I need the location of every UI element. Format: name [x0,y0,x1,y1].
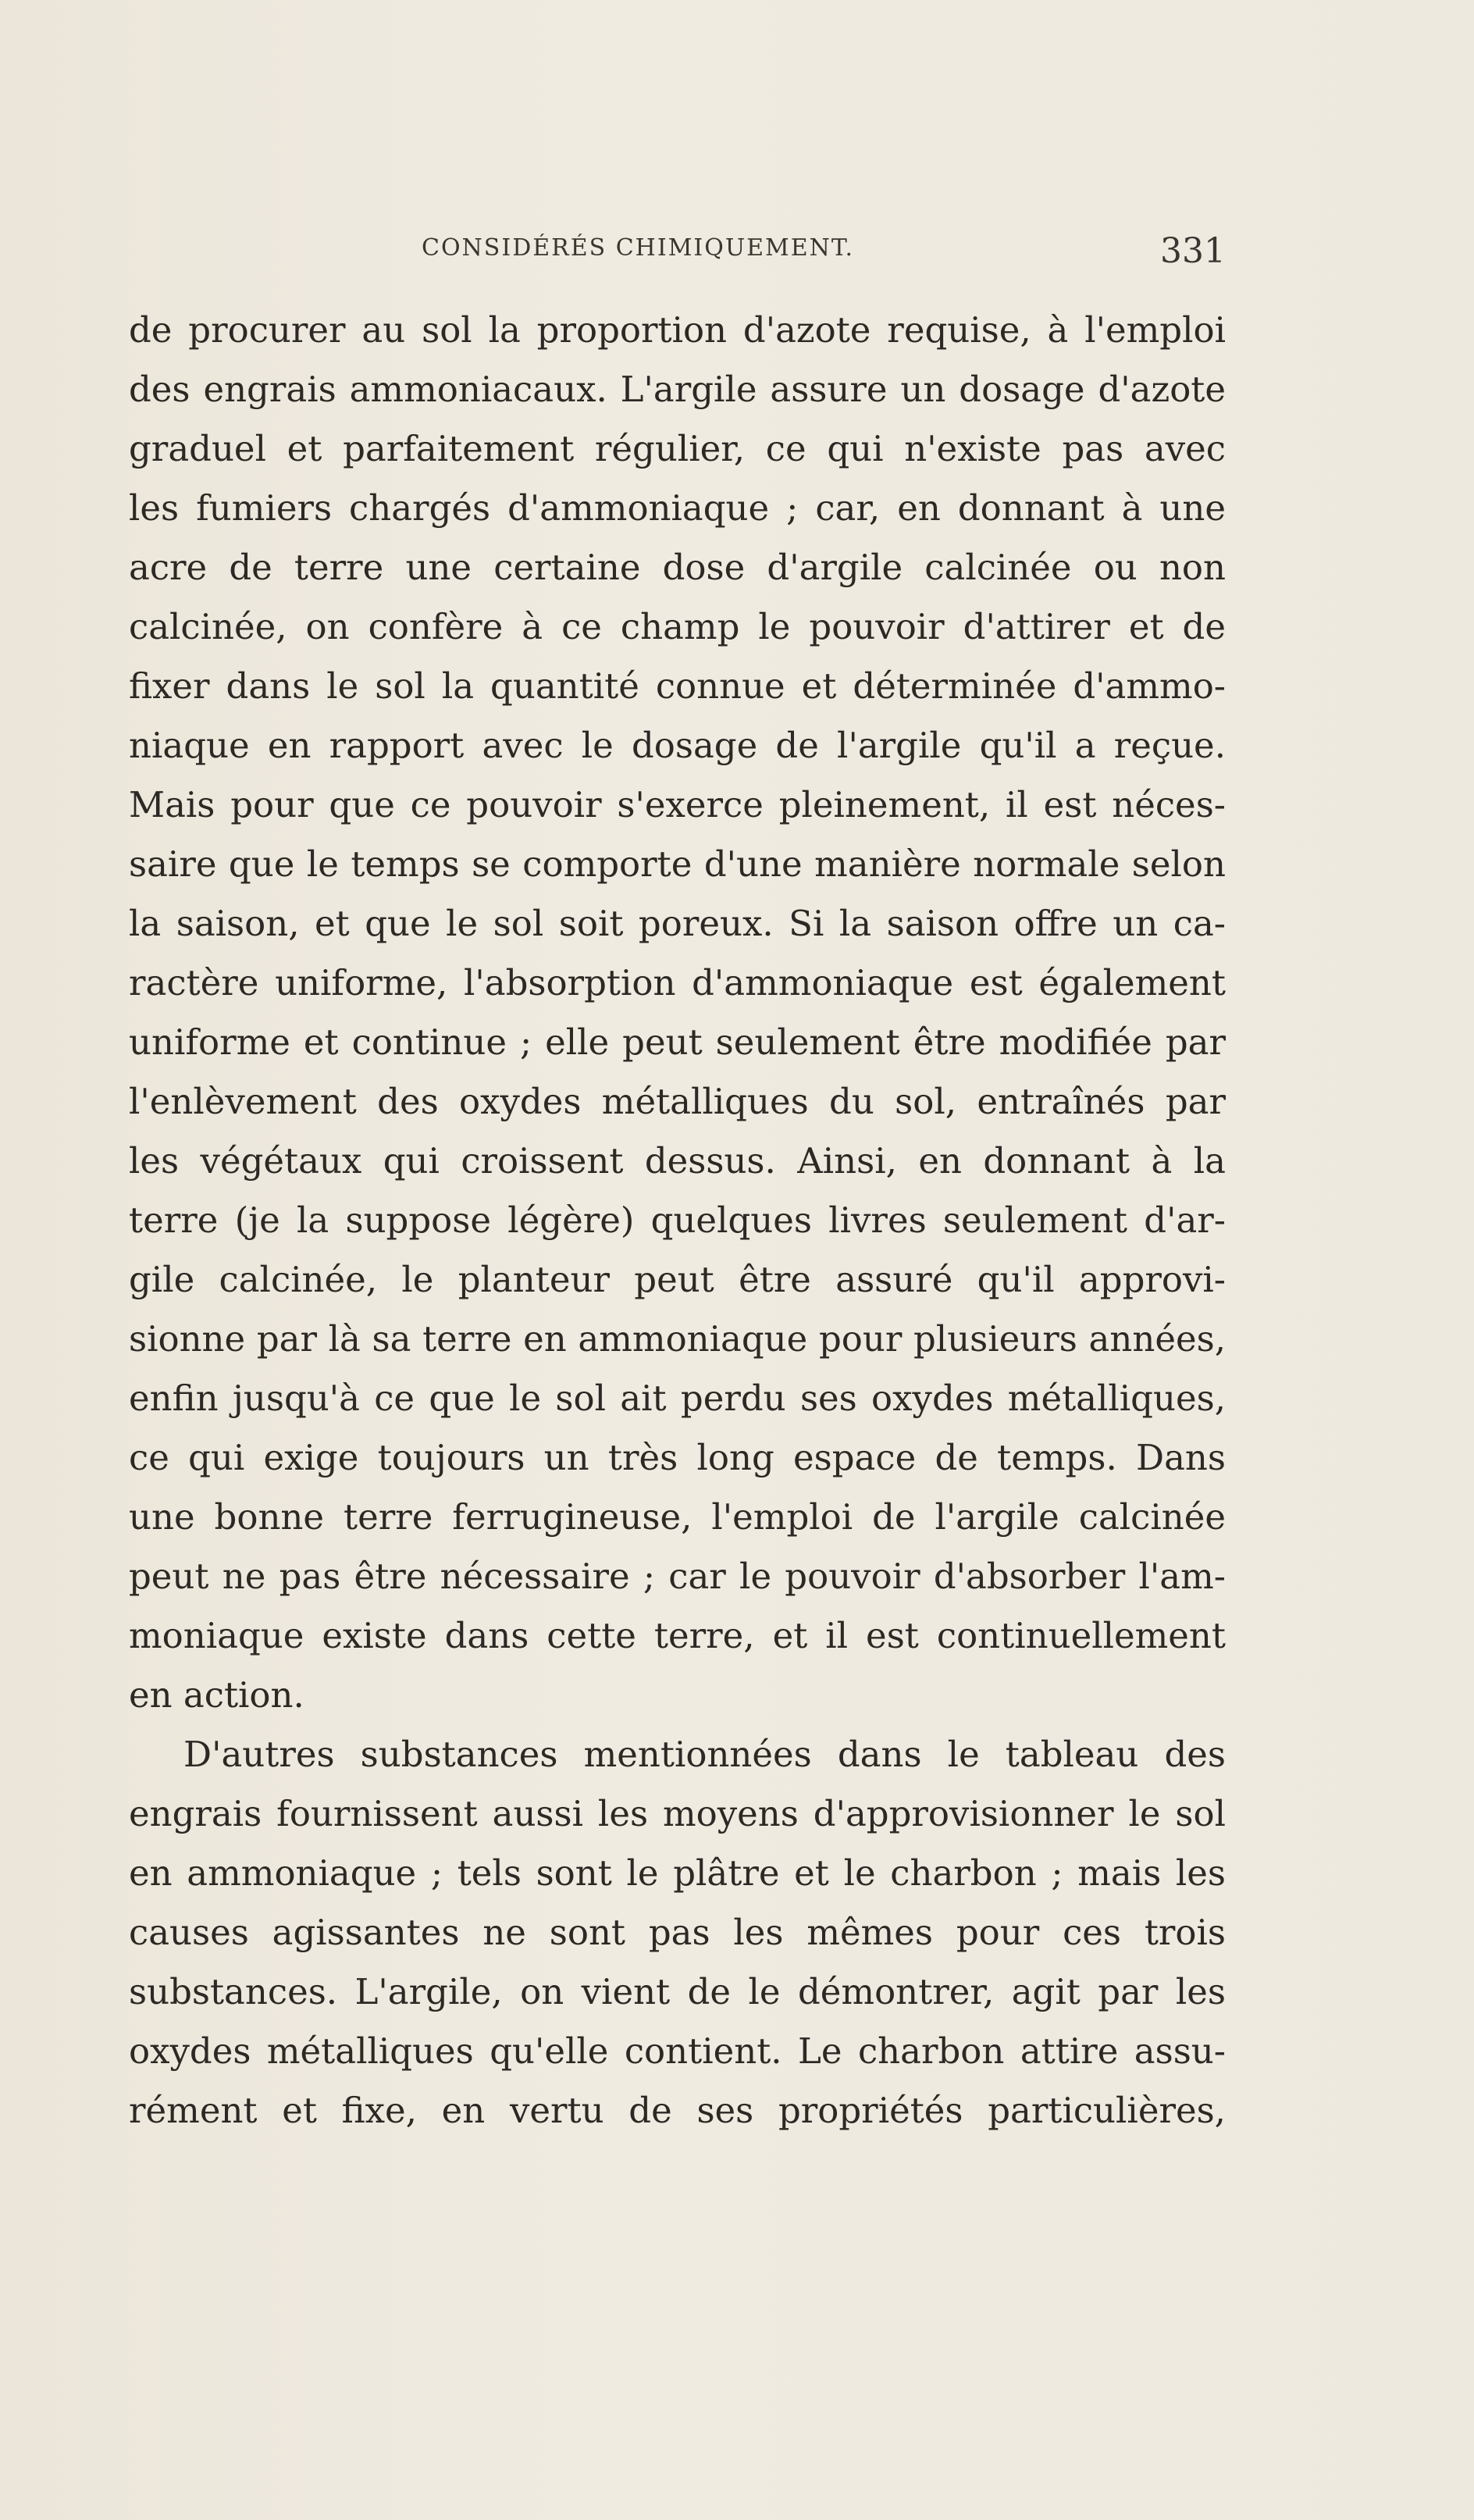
text-line: oxydes métalliques qu'elle contient. Le charbon attire assu- [129,2030,1226,2072]
text-line: fixer dans le sol la quantité connue et déterminée d'ammo- [129,665,1226,707]
text-line: l'enlèvement des oxydes métalliques du sol, entraînés par [129,1081,1226,1122]
text-line: calcinée, on confère à ce champ le pouvoir d'attirer et de [129,606,1226,647]
text-line: ce qui exige toujours un très long espace de temps. Dans [129,1437,1226,1478]
text-line: en action. [129,1674,304,1716]
text-line: les végétaux qui croissent dessus. Ainsi, en donnant à la [129,1140,1226,1182]
text-line: uniforme et continue ; elle peut seulement être modifiée par [129,1021,1226,1063]
text-line: engrais fournissent aussi les moyens d'approvisionner le sol [129,1793,1226,1834]
text-line: saire que le temps se comporte d'une manière normale selon [129,843,1226,885]
text-line: peut ne pas être nécessaire ; car le pouvoir d'absorber l'am- [129,1556,1226,1597]
text-line: graduel et parfaitement régulier, ce qui n'existe pas avec [129,428,1226,469]
text-line: en ammoniaque ; tels sont le plâtre et le charbon ; mais les [129,1852,1226,1894]
text-line: sionne par là sa terre en ammoniaque pour plusieurs années, [129,1318,1226,1360]
page-number: 331 [1160,231,1226,271]
text-line: moniaque existe dans cette terre, et il est continuellement [129,1615,1226,1656]
text-line: gile calcinée, le planteur peut être assuré qu'il approvi- [129,1259,1226,1300]
text-line: une bonne terre ferrugineuse, l'emploi de l'argile calcinée [129,1496,1226,1538]
text-line: ractère uniforme, l'absorption d'ammoniaque est également [129,962,1226,1003]
text-line: niaque en rapport avec le dosage de l'argile qu'il a reçue. [129,725,1226,766]
text-line: les fumiers chargés d'ammoniaque ; car, en donnant à une [129,487,1226,529]
text-line: des engrais ammoniacaux. L'argile assure un dosage d'azote [129,369,1226,410]
text-line: de procurer au sol la proportion d'azote requise, à l'emploi [129,309,1226,351]
running-title: CONSIDÉRÉS CHIMIQUEMENT. [422,234,855,262]
body-text [129,301,1226,2140]
text-line: la saison, et que le sol soit poreux. Si la saison offre un ca- [129,903,1226,944]
page-header [129,231,1226,281]
text-line: terre (je la suppose légère) quelques livres seulement d'ar- [129,1199,1226,1241]
text-line: enfin jusqu'à ce que le sol ait perdu ses oxydes métalliques, [129,1378,1226,1419]
text-line: acre de terre une certaine dose d'argile calcinée ou non [129,547,1226,588]
text-line: substances. L'argile, on vient de le démontrer, agit par les [129,1971,1226,2012]
text-line: causes agissantes ne sont pas les mêmes pour ces trois [129,1912,1226,1953]
text-line: D'autres substances mentionnées dans le tableau des [183,1734,1226,1775]
text-line: Mais pour que ce pouvoir s'exerce pleinement, il est néces- [129,784,1226,825]
text-line: rément et fixe, en vertu de ses propriétés particulières, [129,2090,1226,2131]
